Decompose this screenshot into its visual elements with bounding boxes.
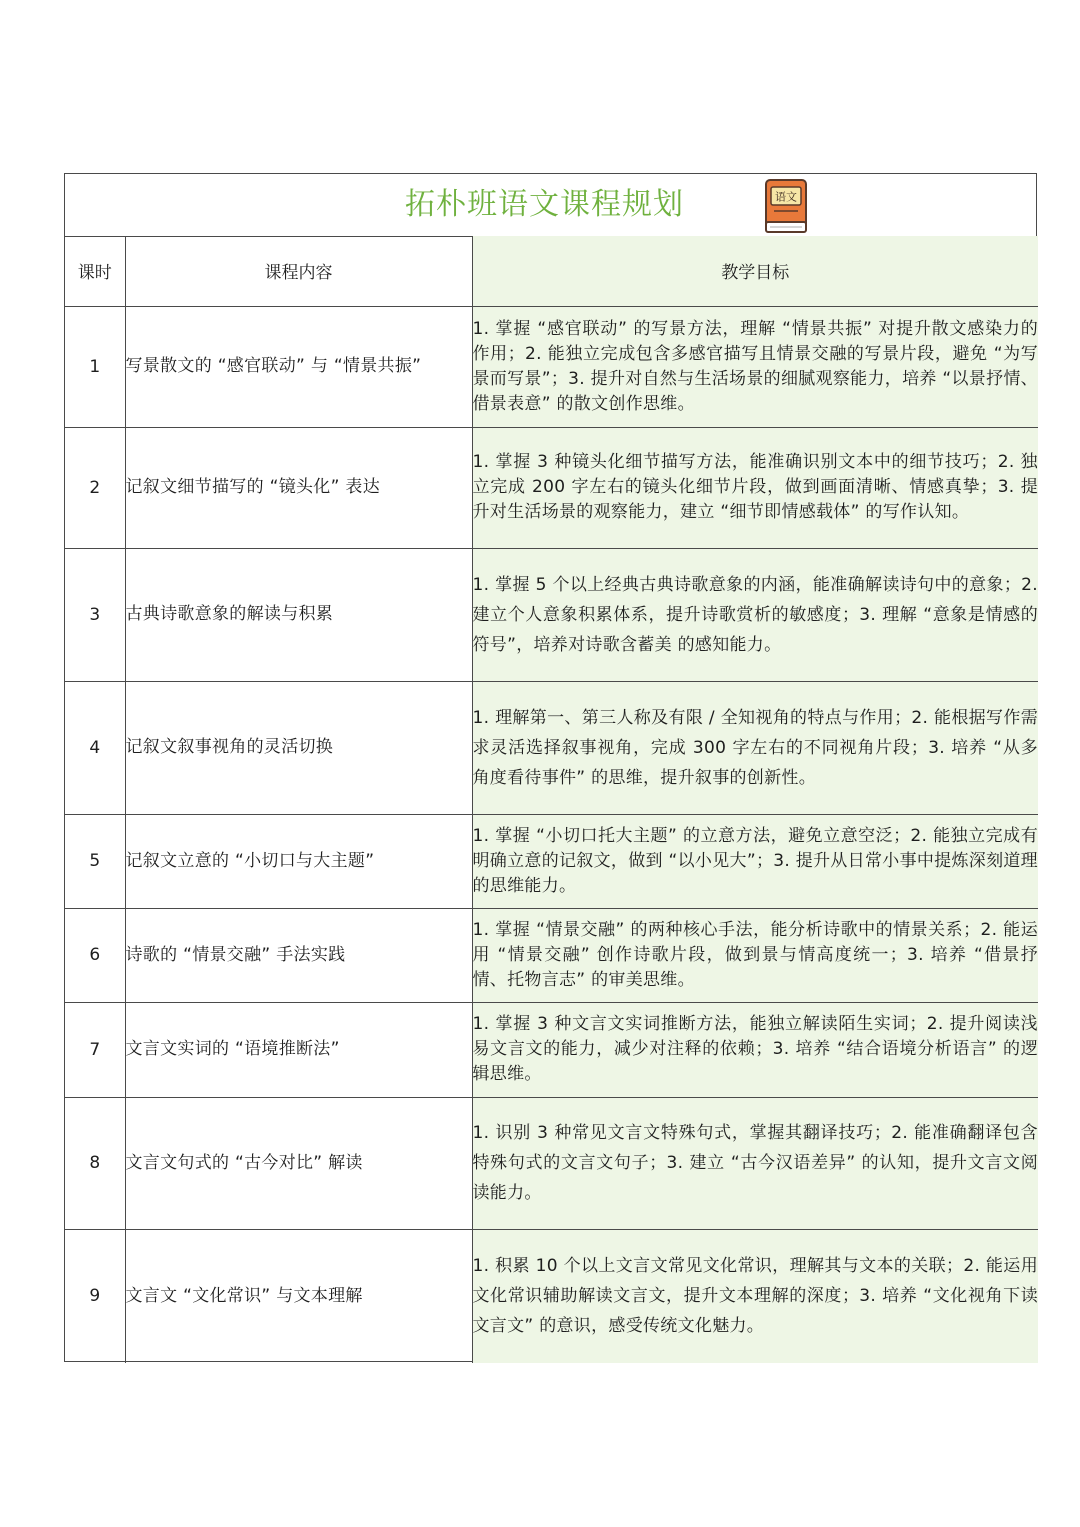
lesson-goal: 1. 掌握 3 种文言文实词推断方法，能独立解读陌生实词；2. 提升阅读浅易文言文的能力，减少对注释的依赖；3. 培养 “结合语境分析语言” 的逻辑思维。 [472,1002,1038,1097]
table-row [65,548,1038,681]
header-content: 课程内容 [125,236,472,306]
chinese-book-icon [762,178,810,234]
table-row [65,1229,1038,1363]
table-row [65,1002,1038,1097]
lesson-number: 4 [65,681,125,814]
lesson-number: 8 [65,1097,125,1229]
lesson-number: 3 [65,548,125,681]
book-badge-label: 语文 [775,190,797,204]
lesson-number: 1 [65,306,125,427]
table-row [65,427,1038,548]
table-row [65,681,1038,814]
course-plan-sheet [64,173,1037,1362]
lesson-number: 5 [65,814,125,908]
lesson-goal: 1. 掌握 “小切口托大主题” 的立意方法，避免立意空泛；2. 能独立完成有明确立意的记叙文，做到 “以小见大”；3. 提升从日常小事中提炼深刻道理的思维能力。 [472,814,1038,908]
lesson-goal: 1. 识别 3 种常见文言文特殊句式，掌握其翻译技巧；2. 能准确翻译包含特殊句式的文言文句子；3. 建立 “古今汉语差异” 的认知，提升文言文阅读能力。 [472,1097,1038,1229]
lesson-content: 记叙文立意的 “小切口与大主题” [125,814,472,908]
lesson-content: 文言文句式的 “古今对比” 解读 [125,1097,472,1229]
lesson-content: 写景散文的 “感官联动” 与 “情景共振” [125,306,472,427]
lesson-goal: 1. 积累 10 个以上文言文常见文化常识，理解其与文本的关联；2. 能运用文化常识辅助解读文言文，提升文本理解的深度；3. 培养 “文化视角下读文言文” 的意识，感受传统文化魅力。 [472,1229,1038,1363]
page-title: 拓朴班语文课程规划 [405,187,684,222]
lesson-content: 记叙文叙事视角的灵活切换 [125,681,472,814]
lesson-content: 诗歌的 “情景交融” 手法实践 [125,908,472,1002]
table-row [65,908,1038,1002]
table-row [65,814,1038,908]
lesson-number: 2 [65,427,125,548]
lesson-goal: 1. 掌握 3 种镜头化细节描写方法，能准确识别文本中的细节技巧；2. 独立完成 200 字左右的镜头化细节片段，做到画面清晰、情感真挚；3. 提升对生活场景的观察能力，建立 “细节即情感载体” 的写作认知。 [472,427,1038,548]
lesson-content: 古典诗歌意象的解读与积累 [125,548,472,681]
lesson-number: 6 [65,908,125,1002]
lesson-content: 记叙文细节描写的 “镜头化” 表达 [125,427,472,548]
lesson-goal: 1. 理解第一、第三人称及有限 / 全知视角的特点与作用；2. 能根据写作需求灵活选择叙事视角，完成 300 字左右的不同视角片段；3. 培养 “从多角度看待事件” 的思维，提升叙事的创新性。 [472,681,1038,814]
header-lesson: 课时 [65,236,125,306]
lesson-number: 9 [65,1229,125,1363]
table-row [65,1097,1038,1229]
lesson-number: 7 [65,1002,125,1097]
table-header-row [65,236,1038,306]
lesson-content: 文言文 “文化常识” 与文本理解 [125,1229,472,1363]
header-goal: 教学目标 [472,236,1038,306]
title-row [65,174,1036,237]
lesson-content: 文言文实词的 “语境推断法” [125,1002,472,1097]
table-row [65,306,1038,427]
lesson-goal: 1. 掌握 5 个以上经典古典诗歌意象的内涵，能准确解读诗句中的意象；2. 建立个人意象积累体系，提升诗歌赏析的敏感度；3. 理解 “意象是情感的符号”，培养对诗歌含蓄美 的感知能力。 [472,548,1038,681]
course-table [65,236,1038,1363]
lesson-goal: 1. 掌握 “情景交融” 的两种核心手法，能分析诗歌中的情景关系；2. 能运用 “情景交融” 创作诗歌片段，做到景与情高度统一；3. 培养 “借景抒情、托物言志” 的审美思维。 [472,908,1038,1002]
lesson-goal: 1. 掌握 “感官联动” 的写景方法，理解 “情景共振” 对提升散文感染力的作用；2. 能独立完成包含多感官描写且情景交融的写景片段，避免 “为写景而写景”；3. 提升对自然与生活场景的细腻观察能力，培养 “以景抒情、借景表意” 的散文创作思维。 [472,306,1038,427]
